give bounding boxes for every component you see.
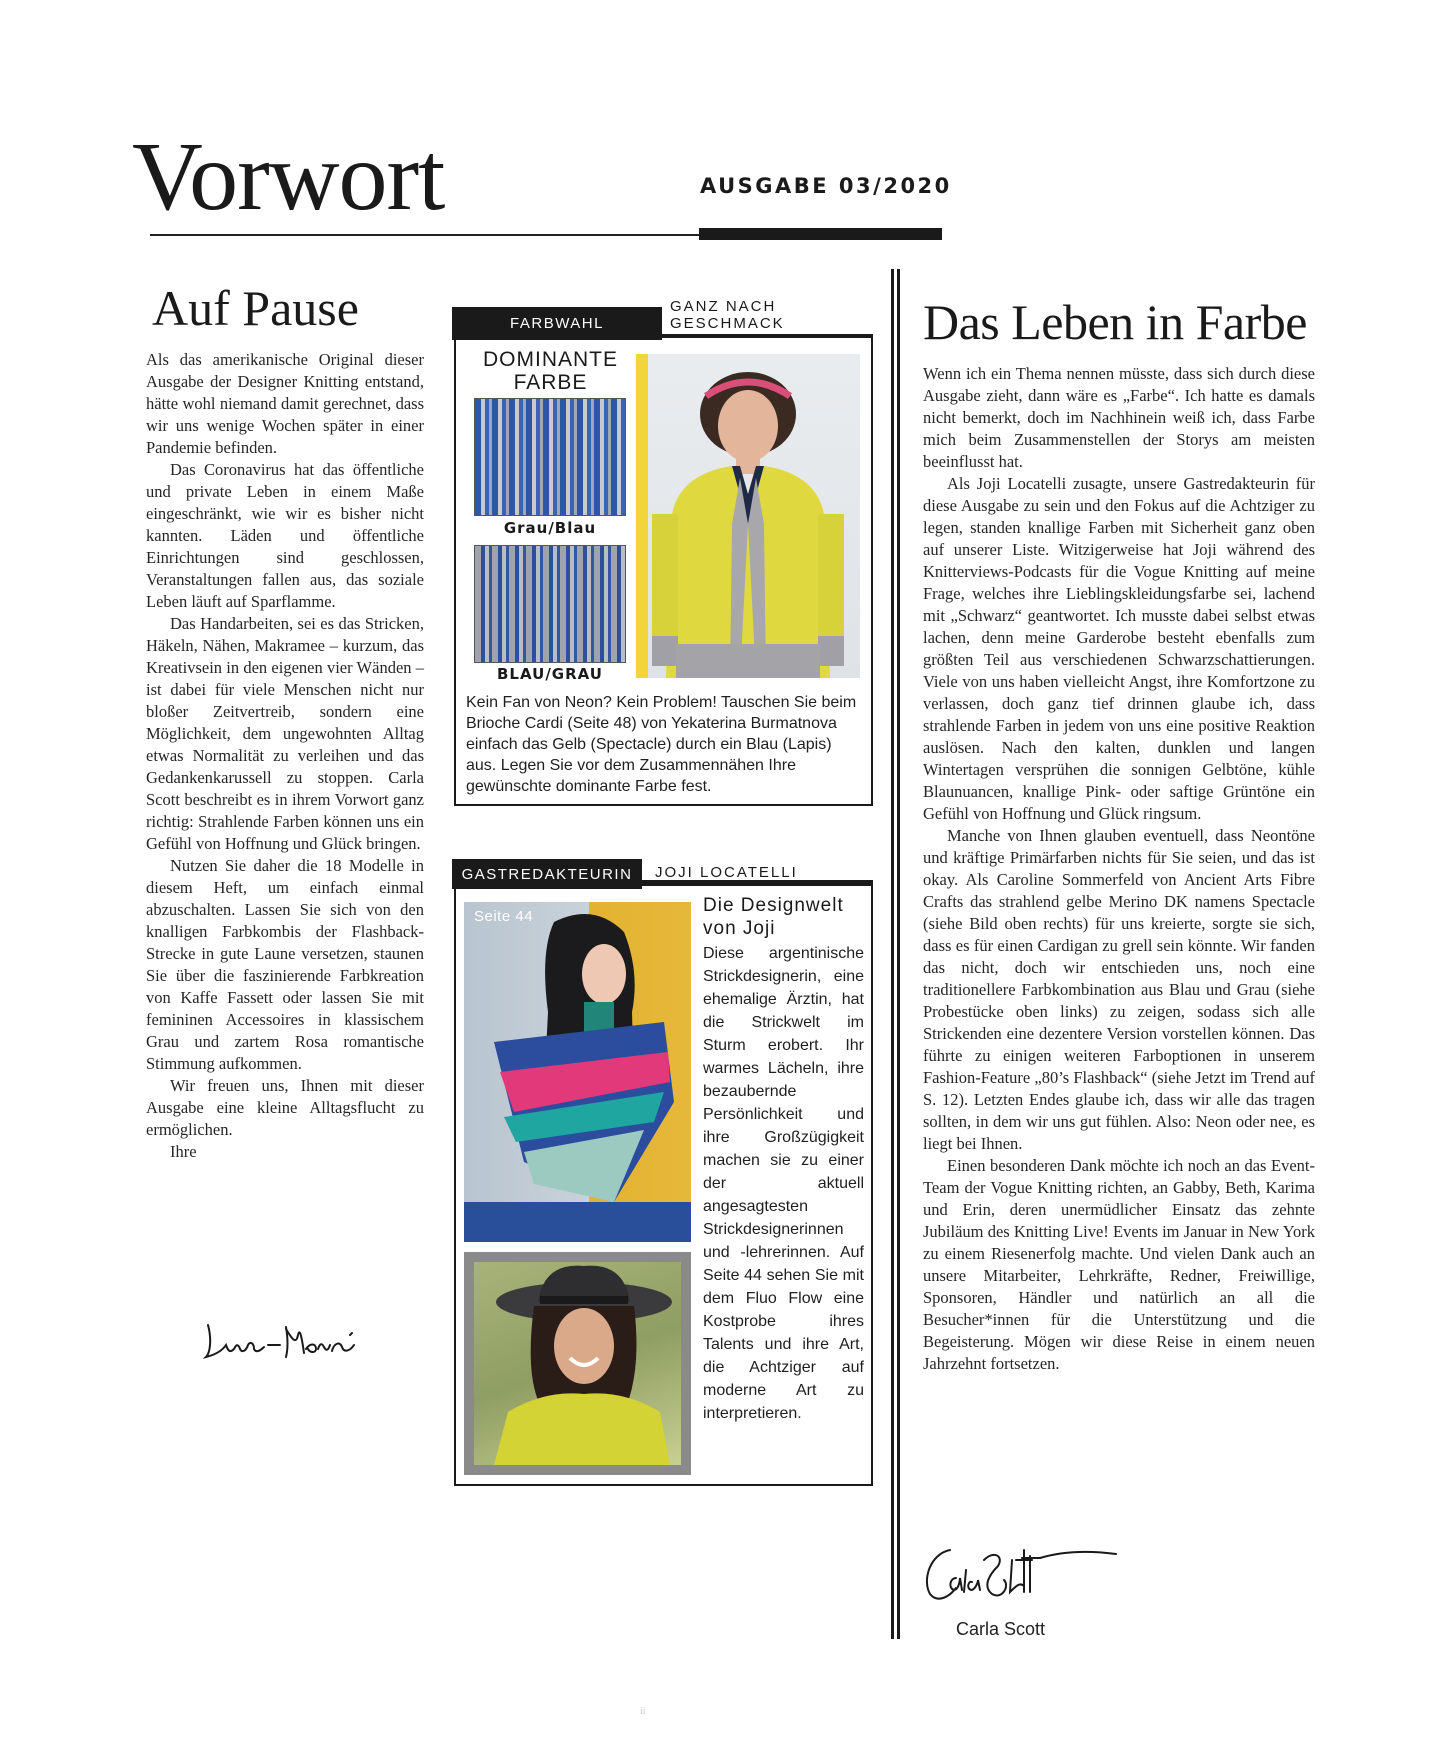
right-paragraph: Wenn ich ein Thema nennen müsste, dass sich durch diese Ausgabe zieht, dann wäre es „Farbe“. Ich hatte es damals nicht bemerkt, doch im Nachhinein weiß ich, dass Farbe mich beim Zusammenstellen der Storys am meisten beeinflusst hat. (923, 363, 1315, 471)
farbwahl-subtitle-line: GESCHMACK (670, 315, 785, 332)
gastredakteurin-bar (642, 882, 873, 886)
issue-label: AUSGABE 03/2020 (700, 174, 952, 198)
swatch-label: BLAU/GRAU (497, 665, 603, 683)
signature-lina-marie (200, 1305, 375, 1365)
left-paragraph: Nutzen Sie daher die 18 Modelle in diesem Heft, um einfach einmal abzuschalten. Lassen Sie sich von den knalligen Farbkombis der Flashback-Strecke in gute Laune versetzen, staunen Sie über die faszinierende Farbkreation von Kaffe Fassett oder lassen Sie mit femininen Accessoires in klassischem Grau und zartem Rosa romantische Stimmung aufkommen. (146, 855, 424, 1073)
farbwahl-caption: Kein Fan von Neon? Kein Problem! Tauschen Sie beim Brioche Cardi (Seite 48) von Yekaterina Burmatnova einfach das Gelb (Spectacle) durch ein Blau (Lapis) aus. Legen Sie vor dem Zusammennähen Ihre gewünschte dominante Farbe fest. (466, 694, 857, 795)
gastredakteurin-tab: GASTREDAKTEURIN (452, 859, 642, 889)
dominant-line: FARBE (513, 371, 588, 394)
swatch-label: Grau/Blau (503, 519, 597, 537)
swatch-blau-grau (474, 545, 626, 663)
right-paragraph: Einen besonderen Dank möchte ich noch an das Event-Team der Vogue Knitting richten, an Gabby, Beth, Karima und Erin, deren unermüdlicher Einsatz das zehnte Jubiläum des Knitting Live! Events im Januar in New York zu einem Riesenerfolg machte. Und vielen Dank auch an unsere Mitarbeiter, Lehrkräfte, Redner, Freiwillige, Sponsoren, Händler und natürlich an all die Besucher*innen für die Unterstützung und die Begeisterung. Mögen wir diese Reise in einem neuen Jahrzehnt fortsetzen. (923, 1155, 1315, 1373)
designwelt-heading-line: von Joji (703, 918, 776, 939)
right-heading: Das Leben in Farbe (923, 294, 1307, 350)
yellow-accent-strip (636, 354, 648, 678)
farbwahl-subtitle-line: GANZ NACH (670, 298, 777, 315)
left-heading: Auf Pause (152, 280, 359, 336)
swatch-grau-blau (474, 398, 626, 516)
left-body (146, 349, 424, 1163)
right-column (923, 296, 1315, 1375)
left-paragraph: Das Coronavirus hat das öffentliche und private Leben in einem Maße eingeschränkt, wie wir es bisher nicht kannten. Läden und öffentliche Einrichtungen sind geschlossen, Veranstaltungen fallen aus, das soziale Leben läuft auf Sparflamme. (146, 459, 424, 611)
signature-name: Carla Scott (956, 1619, 1046, 1639)
header-rule-thick (699, 228, 942, 240)
photo-woman-hat (474, 1262, 681, 1465)
photo-shawl (464, 902, 691, 1242)
page-number: ii (640, 1706, 646, 1717)
header-rule-thin (150, 234, 700, 236)
photo-yellow-cardigan (636, 354, 860, 678)
left-paragraph: Als das amerikanische Original dieser Ausgabe der Designer Knitting entstand, hätte wohl niemand damit gerechnet, dass wir uns wenige Wochen später in einer Pandemie befinden. (146, 349, 424, 457)
left-paragraph: Das Handarbeiten, sei es das Stricken, Häkeln, Nähen, Makramee – kurzum, das Kreativsein in den eigenen vier Wänden – ist dabei für viele Menschen nicht nur bloßer Zeitvertreib, sondern eine Möglichkeit, dem ungewohnten Alltag etwas Normalität zu verleihen und das Gedankenkarussell zu stoppen. Carla Scott beschreibt es in ihrem Vorwort ganz richtig: Strahlende Farben können uns ein Gefühl von Hoffnung und Glück bringen. (146, 613, 424, 853)
farbwahl-tab: FARBWAHL (452, 307, 662, 340)
designwelt-heading (703, 894, 863, 940)
farbwahl-subtitle (670, 298, 785, 332)
column-divider (891, 269, 900, 1639)
page-reference-label: Seite 44 (474, 908, 534, 925)
designwelt-heading-line: Die Designwelt (703, 895, 844, 916)
right-paragraph: Als Joji Locatelli zusagte, unsere Gastredakteurin für diese Ausgabe zu sein und den Fokus auf die Achtziger zu legen, standen knallige Farben mit Sicherheit ganz oben auf unserer Liste. Witzigerweise hat Joji während des Knitterviews-Podcasts für die Vogue Knitting auf meine Frage, welches ihre Lieblingskleidungsfarbe sei, lachend mit „Schwarz“ geantwortet. Ich musste dabei selbst etwas lachen, denn meine Garderobe besteht ebenfalls zum größten Teil aus verschiedenen Schwarzschattierungen. Viele von uns haben vielleicht Angst, ihre Komfortzone zu verlassen, doch ganz tief drinnen glaube ich, dass strahlende Farben in jedem von uns eine positive Reaktion auslösen. Nach den kalten, dunklen und langen Wintertagen versprühen die sonnigen Gelbtöne, kühle Blaunuancen, knallige Pink- oder saftige Grüntöne ein Gefühl von Hoffnung und Glück ringsum. (923, 473, 1315, 823)
dominant-line: DOMINANTE (483, 348, 618, 371)
right-body (923, 363, 1315, 1375)
page-title: Vorwort (132, 123, 445, 231)
right-paragraph: Manche von Ihnen glauben eventuell, dass Neontöne und kräftige Primärfarben nichts für Sie seien, und das ist okay. Als Caroline Sommerfeld von Ancient Arts Fibre Crafts das strahlend gelbe Merino DK namens Spectacle (siehe Bild oben rechts) für uns kreierte, sorgte sie sich, dass es für einen Cardigan zu grell sein könnte. Wir fanden das nicht, doch wir entschieden uns, noch eine traditionellere Farbkombination aus Blau und Grau (siehe Probestücke oben links) zu zeigen, sodass sich alle Strickenden eine dezentere Version vorstellen können. Das führte zu einigen weiteren Farboptionen in unserem Fashion-Feature „80’s Flashback“ (siehe Jetzt im Trend auf S. 12). Letzten Endes glaube ich, dass wir alle das tragen sollten, in dem wir uns gut fühlen. Also: Neon oder nee, es liegt bei Ihnen. (923, 825, 1315, 1153)
signature-carla-scott (920, 1530, 1120, 1610)
designwelt-body: Diese argentinische Strickdesignerin, eine ehemalige Ärztin, hat die Strickwelt im Sturm erobert. Ihr warmes Lächeln, ihre bezaubernde Persönlichkeit und ihre Großzügigkeit machen sie zu einer der aktuell angesagtesten Strickdesignerinnen und -lehrerinnen. Auf Seite 44 sehen Sie mit dem Fluo Flow eine Kostprobe ihres Talents und ihre Art, die Achtziger auf moderne Art zu interpretieren. (703, 945, 864, 1422)
left-paragraph: Wir freuen uns, Ihnen mit dieser Ausgabe eine kleine Alltagsflucht zu ermöglichen. (146, 1075, 424, 1139)
dominant-color-heading (468, 348, 633, 394)
gastredakteurin-name: JOJI LOCATELLI (655, 864, 798, 881)
farbwahl-bar (662, 334, 873, 338)
left-closing: Ihre (170, 1141, 197, 1161)
left-column (146, 282, 424, 1163)
